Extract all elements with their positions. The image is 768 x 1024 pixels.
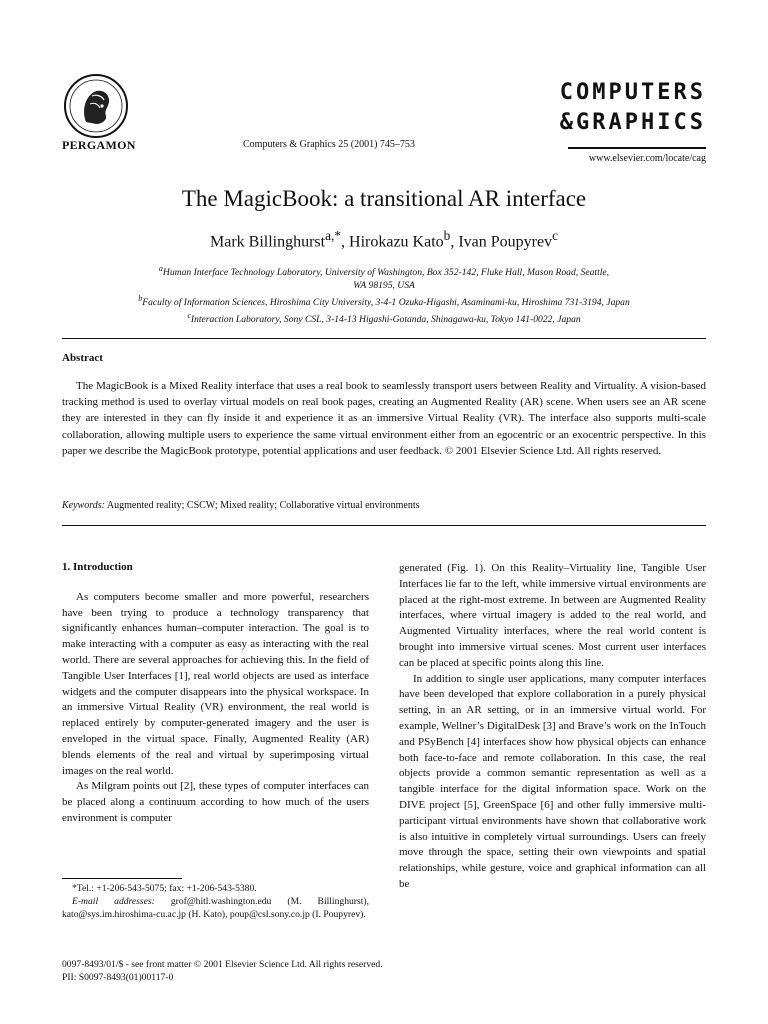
journal-name: [560, 78, 706, 138]
paragraph: generated (Fig. 1). On this Reality–Virtuality line, Tangible User Interfaces lie far to the left, while immersive virtual environments are placed at the right-most extreme. In between are Augmented Reality interfaces, where virtual imagery is added to the real world, and Augmented Virtuality interfaces, where the real world content is brought into immersive virtual scenes. Most current user interfaces can be placed at specific points along this line.: [399, 562, 706, 669]
abstract-text: The MagicBook is a Mixed Reality interface that uses a real book to seamlessly transport users between Reality and Virtuality. A vision-based tracking method is used to overlay virtual models on real book pages, creating an Augmented Reality (AR) scene. When users see an AR scene they are interested in they can fly inside it and experience it as an immersive Virtual Reality (VR). The interface also supports multi-scale collaboration, allowing multiple users to experience the same virtual environment either from an egocentric or an exocentric perspective. In this paper we describe the MagicBook prototype, potential applications and user feedback. © 2001 Elsevier Science Ltd. All rights reserved.: [62, 380, 706, 457]
journal-reference: Computers & Graphics 25 (2001) 745–753: [243, 139, 415, 150]
paragraph: As Milgram points out [2], these types of computer interfaces can be placed along a continuum according to how much of the users environment is computer: [62, 780, 369, 824]
keywords-label: Keywords:: [62, 500, 105, 511]
footnote: [62, 882, 369, 921]
affiliations: [62, 262, 706, 327]
copyright-line: 0097-8493/01/$ - see front matter © 2001 Elsevier Science Ltd. All rights reserved.: [62, 959, 383, 970]
footnote-rule: [62, 878, 182, 879]
journal-url[interactable]: www.elsevier.com/locate/cag: [588, 153, 706, 164]
author-list: Mark Billinghurst$^{a,*}$, Hirokazu Kato$^b$, Ivan Poupyrev$^c$: [209, 228, 559, 251]
journal-name-line2: &GRAPHICS: [559, 110, 706, 135]
author-sup: c: [552, 228, 559, 243]
header-rule: [568, 147, 706, 149]
author-sup: b: [443, 228, 451, 243]
body-right-column: [399, 561, 706, 893]
keywords-text: Augmented reality; CSCW; Mixed reality; Collaborative virtual environments: [106, 500, 420, 511]
pii-line: PII: S0097-8493(01)00117-0: [62, 972, 174, 983]
affiliation-c: $^c$Interaction Laboratory, Sony CSL, 3-14-13 Higashi-Gotanda, Shinagawa-ku, Tokyo 141-0022, Japan: [187, 311, 581, 326]
paragraph: In addition to single user applications, many computer interfaces have been developed that explore collaboration in a purely physical setting, in an AR setting, or in an immersive virtual world. For example, Wellner’s DigitalDesk [3] and Brave’s work on the InTouch and PSyBench [4] interfaces show how physical objects can enhance both face-to-face and remote collaboration. In this case, the real objects provide a common semantic representation as well as a tangible interface for the digital information space. Work on the DIVE project [5], GreenSpace [6] and other fully immersive multi-participant virtual environments have shown that collaborative work is also intuitive in completely virtual surroundings. Users can freely move through the space, setting their own viewpoints and spatial relationships, while gesture, voice and graphical information can all be: [399, 672, 706, 890]
affiliation-a-cont: WA 98195, USA: [353, 280, 415, 292]
keywords: [62, 500, 706, 511]
footnote-tel: *Tel.: +1-206-543-5075; fax: +1-206-543-5380.: [72, 883, 257, 894]
affiliation-b: $^b$Faculty of Information Sciences, Hiroshima City University, 3-4-1 Ozuka-Higashi, Asaminami-ku, Hiroshima 731-3194, Japan: [138, 294, 630, 309]
publisher-logo-icon: [62, 72, 130, 140]
author-sup: a,*: [325, 228, 342, 243]
abstract-heading: Abstract: [62, 352, 103, 364]
body-left-column: [62, 560, 369, 827]
article-title: The MagicBook: a transitional AR interface: [181, 186, 587, 211]
divider: [62, 525, 706, 526]
journal-name-line1: COMPUTERS: [559, 80, 706, 105]
divider: [62, 338, 706, 339]
author-name: Hirokazu Kato: [349, 233, 444, 251]
author-name: Mark Billinghurst: [209, 233, 326, 251]
copyright-block: [62, 958, 383, 984]
affiliation-a: $^a$Human Interface Technology Laboratory, University of Washington, Box 352-142, Fluke Hall, Mason Road, Seattle,: [158, 264, 610, 279]
author-name: Ivan Poupyrev: [458, 233, 553, 251]
footnote-email: E-mail addresses: grof@hitl.washington.edu (M. Billinghurst), kato@sys.im.hiroshima-cu.ac.jp (H. Kato), poup@csl.sony.co.jp (I. Poupyrev).: [62, 896, 369, 920]
paragraph: As computers become smaller and more powerful, researchers have been trying to produce a technology transparency that significantly enhances human–computer interaction. The goal is to make interacting with a computer as easy as interacting with the real world. There are several approaches for achieving this. In the field of Tangible User Interfaces [1], real world objects are used as interface widgets and the computer disappears into the physical workspace. In an immersive Virtual Reality (VR) environment, the real world is replaced entirely by computer-generated imagery and the user is enveloped in the virtual space. Finally, Augmented Reality (AR) blends elements of the real and virtual by superimposing virtual images on the real world.: [62, 590, 369, 777]
section-heading: 1. Introduction: [62, 561, 133, 573]
publisher-name: PERGAMON: [62, 138, 136, 152]
